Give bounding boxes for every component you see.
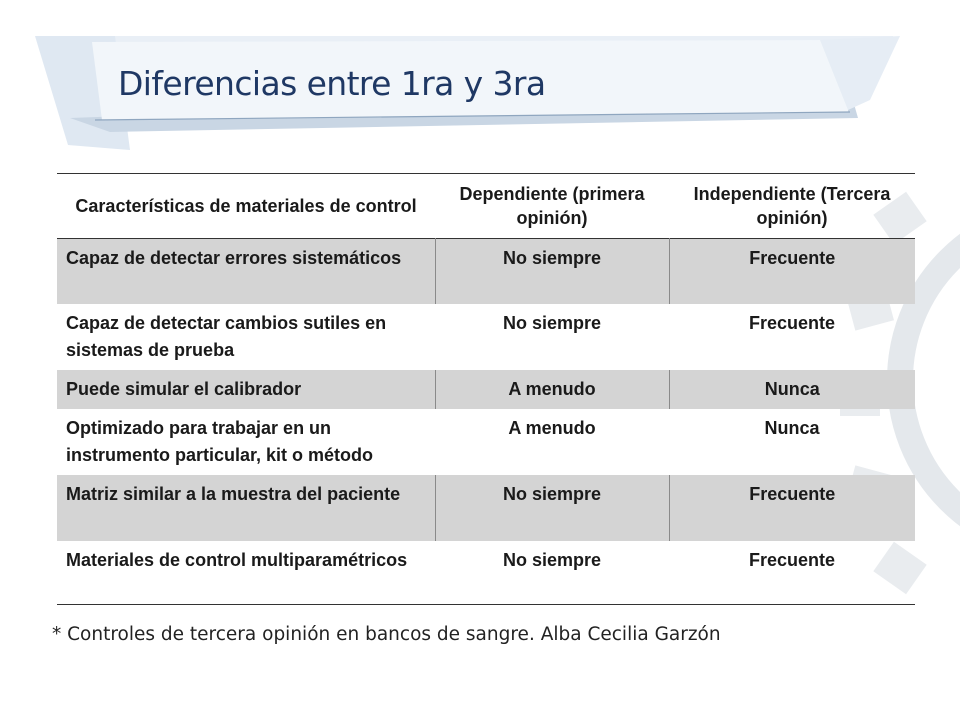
independent-cell: Frecuente [669, 239, 915, 304]
dependent-cell: A menudo [508, 417, 596, 438]
dependent-cell: No siempre [502, 312, 602, 333]
comparison-table-container [57, 173, 915, 605]
dependent-cell: No siempre [435, 475, 669, 541]
comparison-table [57, 173, 915, 605]
slide-title: Diferencias entre 1ra y 3ra [118, 64, 546, 103]
characteristic-cell: Capaz de detectar cambios sutiles en sistemas de prueba [66, 312, 387, 360]
independent-cell: Nunca [669, 370, 915, 409]
table-row [57, 304, 915, 370]
dependent-cell: No siempre [502, 549, 602, 570]
independent-cell: Nunca [764, 417, 820, 438]
column-header-independent: Independiente (Tercera opinión) [693, 184, 891, 228]
column-header-characteristics: Características de materiales de control [75, 196, 417, 216]
characteristic-cell: Matriz similar a la muestra del paciente [57, 475, 435, 541]
characteristic-cell: Capaz de detectar errores sistemáticos [57, 239, 435, 304]
characteristic-cell: Puede simular el calibrador [57, 370, 435, 409]
characteristic-cell: Materiales de control multiparamétricos [66, 549, 408, 570]
table-row [57, 409, 915, 475]
table-row [57, 239, 915, 304]
column-header-dependent: Dependiente (primera opinión) [459, 184, 645, 228]
independent-cell: Frecuente [748, 549, 836, 570]
dependent-cell: No siempre [435, 239, 669, 304]
table-row [57, 370, 915, 409]
independent-cell: Frecuente [669, 475, 915, 541]
table-row [57, 541, 915, 605]
dependent-cell: A menudo [435, 370, 669, 409]
table-header-row [57, 174, 915, 239]
footnote-citation: * Controles de tercera opinión en bancos de sangre. Alba Cecilia Garzón [52, 624, 721, 645]
characteristic-cell: Optimizado para trabajar en un instrumento particular, kit o método [66, 417, 374, 465]
table-row [57, 475, 915, 541]
independent-cell: Frecuente [748, 312, 836, 333]
